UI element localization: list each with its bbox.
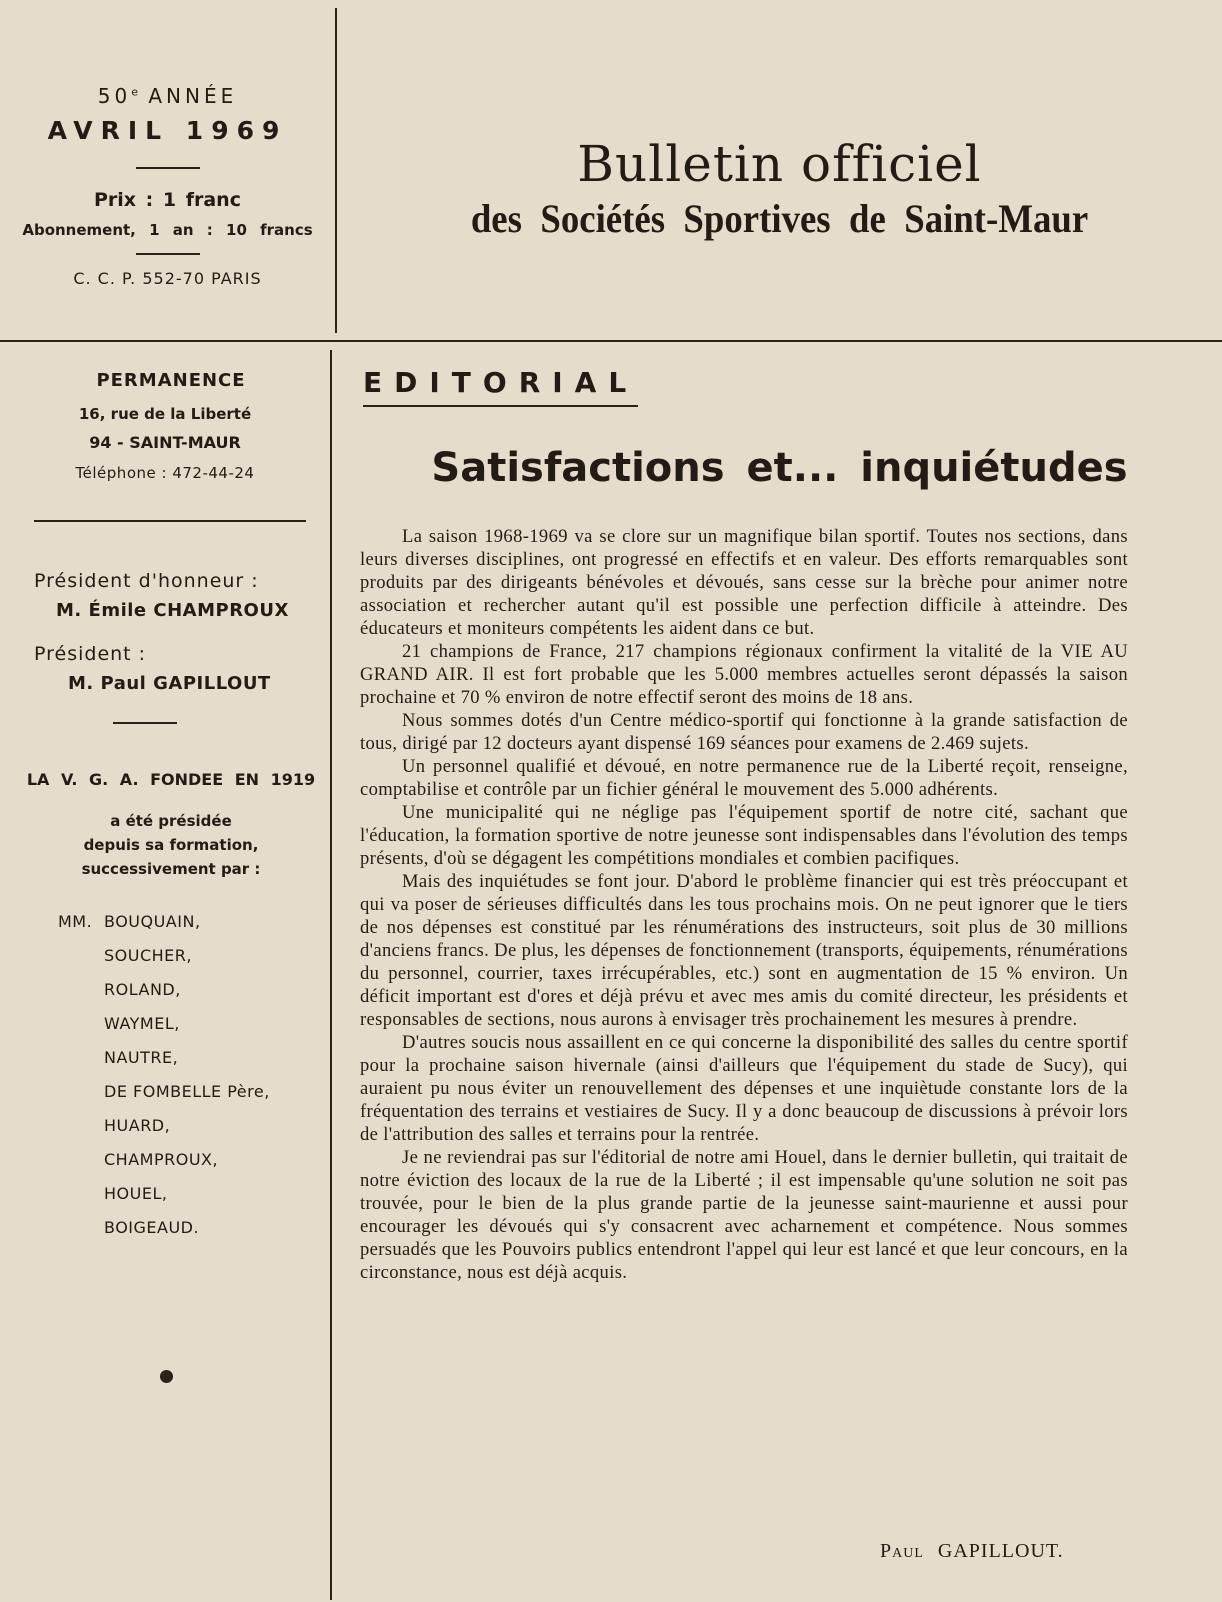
article-paragraph: 21 champions de France, 217 champions régionaux confirment la vitalité de la VIE AU GRAND AIR. Il est fort probable que les 5.000 membres actuelles seront dépassés la saison prochaine et 70 % environ de notre effectif seront des moins de 18 ans.: [360, 641, 1128, 708]
horizontal-rule: [0, 340, 1222, 342]
subscription: Abonnement, 1 an : 10 francs: [22, 221, 313, 239]
officers-divider: [113, 722, 177, 724]
article-headline: Satisfactions et... inquiétudes: [431, 445, 1128, 491]
article-paragraph: Mais des inquiétudes se font jour. D'abord le problème financier qui est très préoccupant et qui va poser de sérieuses difficultés dans les tous prochains mois. On ne peut ignorer que le tiers de nos dépenses est constitué par les rénumérations des instructeurs, soit plus de 30 millions d'anciens francs. De plus, les dépenses de fonctionnement (transports, équipements, rénumérations du personnel, courrier, taxes irrécupérables, etc.) sont en augmentation de 15 % environ. Un déficit important est d'ores et déjà prévu et avec mes amis du comité directeur, les présidents et responsables de sections, nous aurons à envisager très prochainement les mesures à prendre.: [360, 871, 1128, 1030]
officers: [34, 570, 324, 724]
issue-info-box: [0, 80, 335, 288]
info-divider-2: [136, 253, 200, 255]
list-item: [58, 973, 328, 1007]
past-presidents-list: [58, 905, 328, 1245]
issue-year-suffix: e: [131, 85, 138, 99]
list-item: [58, 905, 328, 939]
president-entry: BOUQUAIN,: [104, 912, 201, 931]
list-item: [58, 1041, 328, 1075]
list-item: [58, 1143, 328, 1177]
honorary-president-label: Président d'honneur :: [34, 570, 259, 592]
president-entry: DE FOMBELLE Père,: [104, 1082, 270, 1101]
vga-founded: LA V. G. A. FONDEE EN 1919: [26, 770, 316, 789]
president-entry: HUARD,: [104, 1116, 171, 1135]
article-paragraph: Une municipalité qui ne néglige pas l'équipement sportif de notre cité, sachant que l'éducation, la formation sportive de notre jeunesse sont indispensables dans l'évolution des temps présents, d'où se dégagent les compétitions mondiales et combien pacifiques.: [360, 802, 1128, 869]
president-entry: ROLAND,: [104, 980, 181, 999]
president-label: Président :: [34, 643, 147, 665]
president-entry: HOUEL,: [104, 1184, 168, 1203]
list-item: [58, 1109, 328, 1143]
vertical-rule-bottom: [330, 350, 332, 1600]
issue-year-number: 50: [97, 84, 132, 108]
info-divider: [136, 167, 200, 169]
list-item: [58, 1211, 328, 1245]
masthead-subtitle: des Sociétés Sportives de Saint-Maur: [470, 196, 1089, 241]
list-item: [58, 1007, 328, 1041]
sidebar-divider: [34, 520, 306, 522]
masthead: [337, 135, 1222, 242]
signature-first-name: Paul: [880, 1540, 924, 1562]
vga-chaired: [12, 809, 330, 881]
president-entry: WAYMEL,: [104, 1014, 180, 1033]
vga-chaired-line: a été présidée: [110, 812, 232, 830]
role-spacer: [34, 621, 324, 643]
vga-history: [0, 770, 330, 881]
president-entry: SOUCHER,: [104, 946, 192, 965]
article-paragraph: Nous sommes dotés d'un Centre médico-sportif qui fonctionne à la grande satisfaction de tous, dirigé par 12 docteurs ayant dispensé 169 séances pour examens de 2.469 sujets.: [360, 710, 1128, 754]
price: Prix : 1 franc: [94, 189, 241, 211]
bullet-dot-ornament: [160, 1370, 173, 1383]
issue-year-word: ANNÉE: [148, 84, 238, 108]
list-item: [58, 1075, 328, 1109]
permanence-block: [0, 370, 330, 482]
permanence-address: 16, rue de la Liberté: [78, 405, 252, 423]
permanence-city: 94 - SAINT-MAUR: [89, 433, 241, 452]
issue-year: [0, 84, 335, 108]
permanence-phone: Téléphone : 472-44-24: [75, 464, 255, 482]
ccp-account: C. C. P. 552-70 PARIS: [73, 269, 262, 288]
article-paragraph: Je ne reviendrai pas sur l'éditorial de notre ami Houel, dans le dernier bulletin, qui traitait de notre éviction des locaux de la rue de la Liberté ; il est impensable qu'une solution ne soit pas trouvée, pour le bien de la plus grande partie de la jeunesse saint-maurienne et aussi pour encourager les dévoués qui s'y consacrent avec acharnement et compétence. Nous sommes persuadés que les Pouvoirs publics entendront l'appel qui leur est lancé et que leur concours, en la circonstance, nous est déjà acquis.: [360, 1147, 1128, 1283]
vga-chaired-line: successivement par :: [81, 860, 261, 878]
article-paragraph: Un personnel qualifié et dévoué, en notre permanence rue de la Liberté reçoit, renseigne, comptabilise et contrôle par un fichier général le mouvement des 5.000 adhérents.: [360, 756, 1128, 800]
article-paragraph: La saison 1968-1969 va se clore sur un magnifique bilan sportif. Toutes nos sections, dans leurs diverses disciplines, ont progressé en effectifs et en valeur. Des efforts remarquables sont produits par des dirigeants bénévoles et dévoués, sans cesse sur la brèche pour animer notre association et rechercher autant qu'il est possible une perfection difficile à atteindre. Des éducateurs et moniteurs compétents les aident dans ce but.: [360, 526, 1128, 639]
signature-last-name: GAPILLOUT.: [937, 1540, 1064, 1562]
permanence-heading: PERMANENCE: [96, 370, 246, 391]
honorary-president-name: M. Émile CHAMPROUX: [56, 600, 289, 621]
list-item: [58, 1177, 328, 1211]
masthead-title: Bulletin officiel: [577, 135, 982, 193]
vga-chaired-line: depuis sa formation,: [83, 836, 259, 854]
president-entry: NAUTRE,: [104, 1048, 179, 1067]
article-signature: [880, 1540, 1064, 1563]
issue-date: AVRIL 1969: [47, 116, 288, 145]
president-name: M. Paul GAPILLOUT: [68, 673, 271, 694]
editorial-kicker: EDITORIAL: [363, 366, 638, 407]
list-item: [58, 939, 328, 973]
article-body: [360, 525, 1128, 1284]
president-entry: BOIGEAUD.: [104, 1218, 200, 1237]
presidents-prefix: MM.: [58, 912, 93, 931]
sidebar: [0, 370, 330, 1237]
article-paragraph: D'autres soucis nous assaillent en ce qui concerne la disponibilité des salles du centre sportif pour la prochaine saison hivernale (ainsi d'ailleurs que l'équipement du stade de Sucy), qui auraient pu nous éviter un renouvellement des dépenses et une inquiètude constante lors de la fréquentation des terrains et vestiaires de Sucy. Il y a donc beaucoup de discussions à prévoir lors de l'attribution des salles et terrains pour la rentrée.: [360, 1032, 1128, 1145]
president-entry: CHAMPROUX,: [104, 1150, 219, 1169]
